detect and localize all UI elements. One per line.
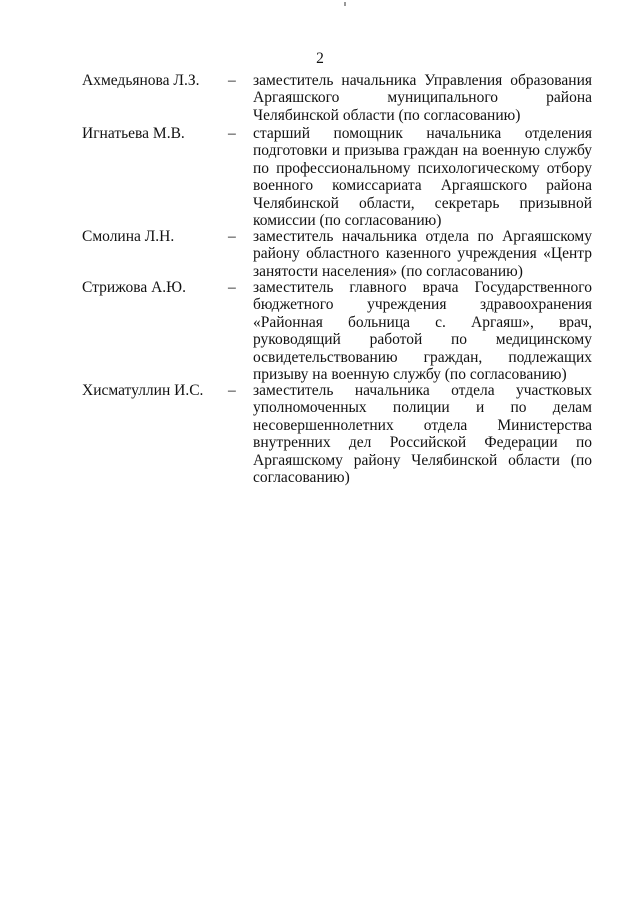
dash-separator: –: [228, 125, 236, 142]
dash-separator: –: [228, 279, 236, 296]
member-role: заместитель главного врача Государственного бюджетного учреждения здравоохранения «Районная больница с. Аргаяш», врач, руководящий работой по медицинскому освидетельствованию граждан, подлежащих призыву на военную службу (по согласованию): [253, 279, 592, 384]
member-role: заместитель начальника отдела по Аргаяшскому району областного казенного учреждения «Центр занятости населения» (по согласованию): [253, 228, 592, 280]
member-name: Хисматуллин И.С.: [82, 382, 204, 399]
member-name: Ахмедьянова Л.З.: [82, 72, 200, 89]
scan-mark: [344, 2, 346, 6]
member-role: заместитель начальника Управления образования Аргаяшского муниципального района Челябинской области (по согласованию): [253, 72, 592, 124]
dash-separator: –: [228, 382, 236, 399]
page-number: 2: [316, 50, 324, 67]
dash-separator: –: [228, 228, 236, 245]
member-name: Стрижова А.Ю.: [82, 279, 186, 296]
member-role: старший помощник начальника отделения подготовки и призыва граждан на военную службу по профессиональному психологическому отбору военного комиссариата Аргаяшского района Челябинской области, секретарь призывной комиссии (по согласованию): [253, 125, 592, 230]
member-role: заместитель начальника отдела участковых уполномоченных полиции и по делам несовершеннолетних отдела Министерства внутренних дел Российской Федерации по Аргаяшскому району Челябинской области (по согласованию): [253, 382, 592, 487]
member-name: Смолина Л.Н.: [82, 228, 175, 245]
member-name: Игнатьева М.В.: [82, 125, 185, 142]
dash-separator: –: [228, 72, 236, 89]
